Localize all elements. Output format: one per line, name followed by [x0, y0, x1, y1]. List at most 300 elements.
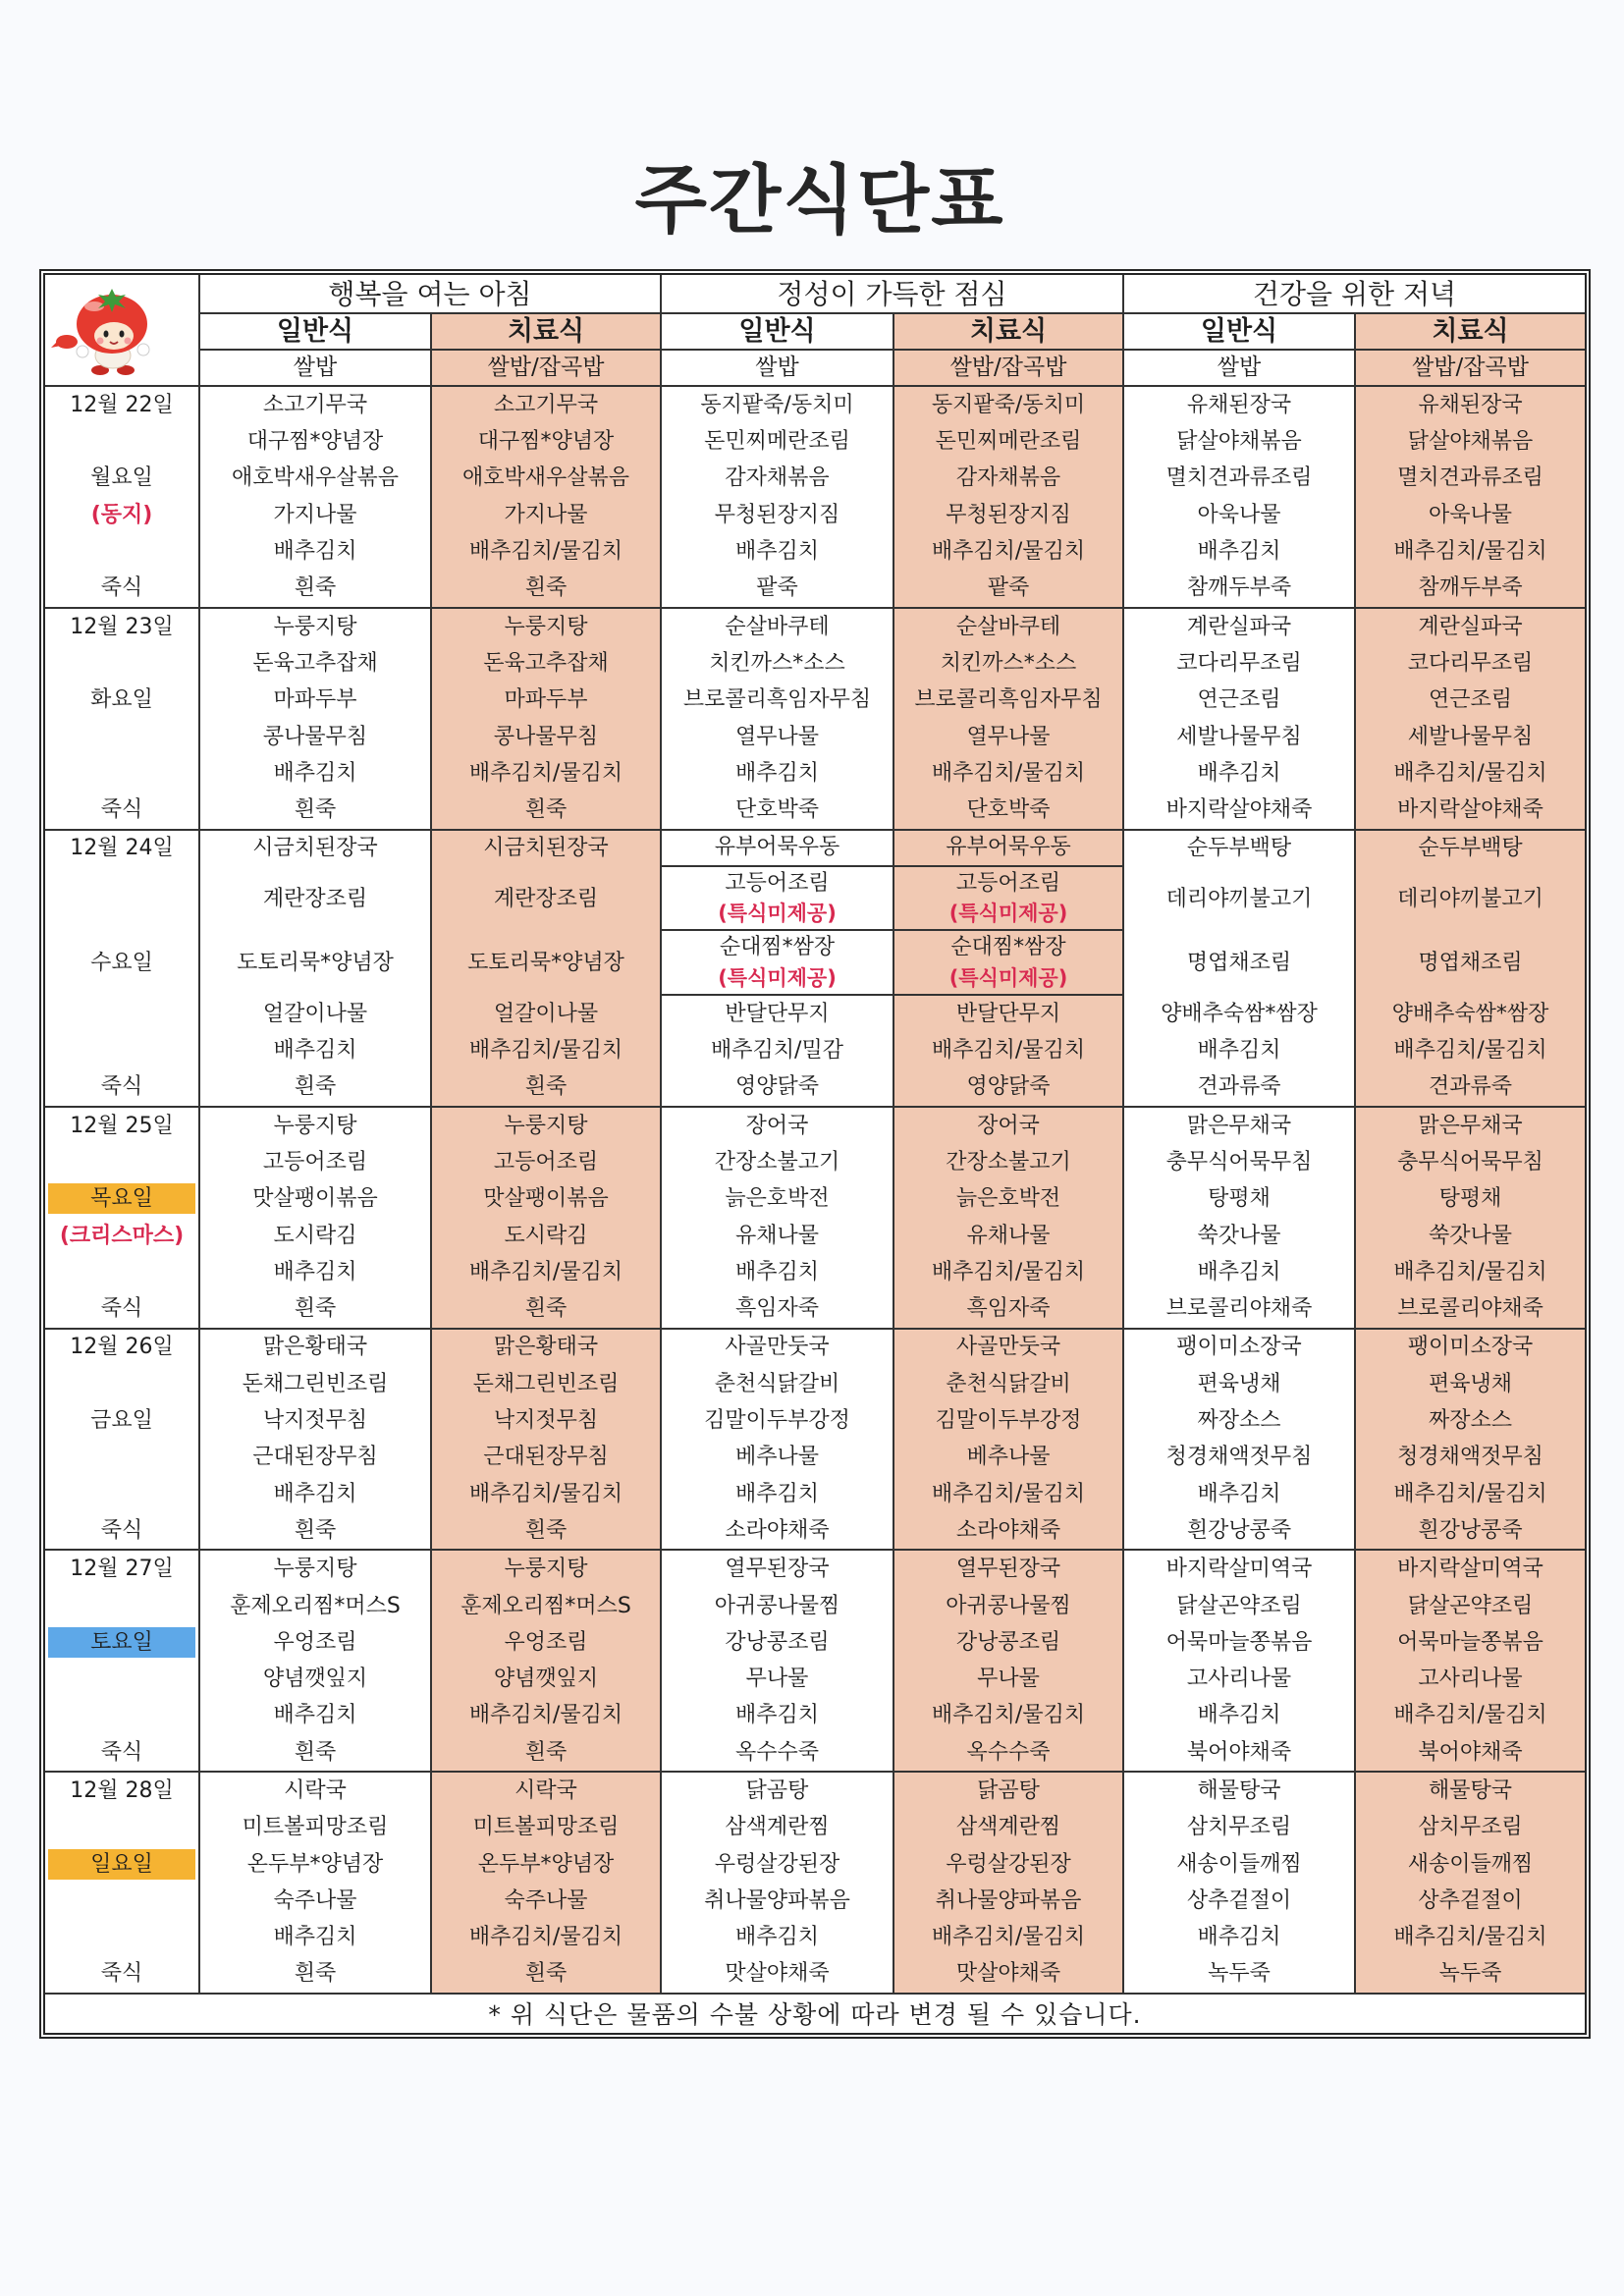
menu-item: 배추김치: [1197, 1038, 1281, 1064]
menu-item: 충무식어묵무침: [1397, 1149, 1543, 1175]
menu-item: 반달단무지: [955, 1001, 1061, 1026]
general-menu-cell: [1124, 1698, 1356, 1734]
therapy-menu-cell: [432, 1512, 662, 1549]
menu-item: 배추김치: [1197, 1259, 1281, 1285]
day-info-cell: [45, 719, 200, 755]
general-menu-cell: [662, 1068, 894, 1105]
therapy-menu-cell: [1356, 1734, 1585, 1771]
date-label: 12월 22일: [70, 392, 174, 417]
day-block: [45, 609, 1585, 831]
menu-item: 늙은호박전: [725, 1186, 830, 1212]
menu-item: 무청된장지짐: [946, 502, 1071, 527]
menu-item: 멸치견과류조림: [1397, 465, 1543, 491]
menu-item: 치킨까스*소스: [940, 650, 1077, 676]
weekly-menu-table: [39, 269, 1591, 2039]
therapy-menu-cell: [432, 609, 662, 645]
therapy-menu-cell: [894, 1218, 1124, 1254]
therapy-menu-cell: [1356, 1512, 1585, 1549]
menu-item: 배추김치: [1197, 539, 1281, 565]
day-info-cell: [45, 609, 200, 645]
therapy-menu-cell: [432, 1402, 662, 1439]
menu-item: 바지락살야채죽: [1397, 797, 1543, 823]
menu-item: 코다리무조림: [1176, 650, 1302, 676]
menu-item: 사골만둣국: [725, 1335, 830, 1360]
therapy-menu-cell: [894, 533, 1124, 570]
day-info-cell: [45, 792, 200, 828]
menu-item: 쑥갓나물: [1197, 1223, 1281, 1248]
general-menu-cell: [662, 1588, 894, 1624]
menu-item: 가지나물: [504, 502, 588, 527]
day-info-cell: [45, 423, 200, 460]
menu-item: 배추김치/물김치: [931, 1038, 1086, 1064]
therapy-menu-cell: [432, 996, 662, 1032]
general-menu-cell: [1124, 996, 1356, 1032]
day-block: [45, 1108, 1585, 1330]
menu-item: 근대된장무침: [252, 1445, 378, 1470]
menu-item: 배추김치/물김치: [468, 1925, 623, 1950]
general-menu-cell: [200, 461, 432, 497]
menu-item: 배추김치: [273, 1703, 357, 1728]
general-menu-cell: [1124, 1809, 1356, 1845]
general-menu-cell: [1124, 1330, 1356, 1366]
day-block: [45, 1551, 1585, 1773]
therapy-menu-cell: [894, 461, 1124, 497]
therapy-menu-cell: [1356, 931, 1585, 996]
therapy-menu-cell: [894, 423, 1124, 460]
day-info-cell: [45, 1290, 200, 1327]
general-menu-cell: [662, 1366, 894, 1402]
general-menu-cell: [662, 1402, 894, 1439]
general-menu-cell: [662, 755, 894, 792]
therapy-menu-cell: [894, 996, 1124, 1032]
therapy-menu-cell: [894, 1883, 1124, 1919]
menu-item: 상추겉절이: [1186, 1887, 1292, 1913]
menu-item: 참깨두부죽: [1186, 575, 1292, 601]
general-menu-cell: [1124, 1883, 1356, 1919]
general-menu-cell: [662, 1846, 894, 1883]
general-menu-cell: [662, 931, 894, 996]
therapy-menu-cell: [894, 1476, 1124, 1512]
menu-item: 장어국: [745, 1113, 809, 1138]
therapy-menu-cell: [1356, 1773, 1585, 1809]
menu-item: 고등어조림: [725, 870, 830, 896]
general-menu-cell: [662, 1032, 894, 1068]
therapy-menu-cell: [1356, 1068, 1585, 1105]
menu-item: 얼갈이나물: [493, 1001, 599, 1026]
general-menu-cell: [200, 682, 432, 718]
therapy-menu-cell: [432, 755, 662, 792]
menu-item: 계란실파국: [1418, 614, 1523, 639]
menu-item: 마파두부: [273, 687, 357, 713]
menu-item: 춘천식닭갈비: [946, 1371, 1071, 1396]
day-info-cell: [45, 1956, 200, 1993]
therapy-menu-cell: [894, 1439, 1124, 1475]
day-info-cell: [45, 645, 200, 682]
menu-item: 김말이두부강정: [704, 1408, 850, 1434]
therapy-menu-cell: [432, 1551, 662, 1587]
menu-item: 세발나물무침: [1176, 724, 1302, 749]
menu-item: 배추김치: [273, 1481, 357, 1506]
general-menu-cell: [662, 1661, 894, 1697]
therapy-menu-cell: [432, 423, 662, 460]
menu-item: 우엉조림: [504, 1629, 588, 1655]
menu-item: 배추김치/물김치: [468, 1038, 623, 1064]
menu-item: 짜장소스: [1197, 1408, 1281, 1434]
general-menu-cell: [200, 570, 432, 606]
general-menu-cell: [662, 423, 894, 460]
menu-item: 취나물양파볶음: [704, 1887, 850, 1913]
therapy-menu-cell: [894, 1068, 1124, 1105]
menu-item: 동지팥죽/동치미: [700, 392, 854, 417]
therapy-menu-cell: [432, 387, 662, 423]
menu-item: 유채된장국: [1418, 392, 1523, 417]
therapy-menu-cell: [1356, 1476, 1585, 1512]
day-info-cell: [45, 533, 200, 570]
holiday-note: (크리스마스): [59, 1223, 185, 1248]
general-menu-cell: [200, 1698, 432, 1734]
therapy-menu-cell: [1356, 1366, 1585, 1402]
menu-item: 브로콜리흑임자무침: [682, 687, 872, 713]
menu-item: 바지락살야채죽: [1165, 797, 1313, 823]
tomato-mascot-icon: [49, 283, 167, 377]
day-info-cell: [45, 1032, 200, 1068]
holiday-note: (동지): [90, 502, 153, 527]
general-menu-cell: [662, 497, 894, 533]
therapy-menu-cell: [1356, 645, 1585, 682]
menu-item: 흰강낭콩죽: [1418, 1517, 1523, 1543]
general-menu-cell: [200, 1439, 432, 1475]
therapy-menu-cell: [894, 1402, 1124, 1439]
general-menu-cell: [1124, 1476, 1356, 1512]
menu-item: 훈제오리찜*머스S: [230, 1593, 401, 1618]
menu-item: 녹두죽: [1208, 1961, 1271, 1987]
menu-item: 닭살곤약조림: [1176, 1593, 1302, 1618]
menu-item: 배추김치: [273, 1925, 357, 1950]
menu-item: 흰죽: [524, 797, 568, 823]
menu-item: 새송이들깨찜: [1407, 1851, 1534, 1877]
menu-item: 고등어조림: [262, 1149, 368, 1175]
menu-item: 흰죽: [294, 1074, 337, 1100]
special-meal-note: (특식미제공): [718, 965, 837, 990]
menu-item: 브로콜리흑임자무침: [914, 687, 1103, 713]
menu-item: 연근조림: [1428, 687, 1512, 713]
therapy-menu-cell: [432, 719, 662, 755]
day-info-cell: [45, 1919, 200, 1955]
therapy-menu-cell: [1356, 497, 1585, 533]
day-block: [45, 387, 1585, 609]
general-menu-cell: [662, 609, 894, 645]
general-menu-cell: [1124, 423, 1356, 460]
menu-item: 무청된장지짐: [714, 502, 840, 527]
menu-item: 청경채액젓무침: [1165, 1445, 1313, 1470]
menu-item: 감자채볶음: [725, 465, 830, 491]
general-menu-cell: [1124, 682, 1356, 718]
daily-menu-rows: [45, 387, 1585, 1995]
menu-item: 배추김치: [1197, 1703, 1281, 1728]
weekday-highlight: [48, 1627, 195, 1658]
menu-item: 배추김치/물김치: [1393, 1481, 1547, 1506]
general-menu-cell: [1124, 1290, 1356, 1327]
general-menu-cell: [1124, 1068, 1356, 1105]
menu-item: 배추김치/물김치: [468, 1703, 623, 1728]
therapy-menu-cell: [1356, 1330, 1585, 1366]
menu-item: 순살바쿠테: [955, 614, 1061, 639]
general-menu-cell: [1124, 1956, 1356, 1993]
day-info-cell: [45, 1512, 200, 1549]
menu-item: 누룽지탕: [273, 614, 357, 639]
weekday-label: 화요일: [90, 687, 153, 713]
menu-item: 맛살팽이볶음: [252, 1186, 378, 1212]
day-info-cell: [45, 1366, 200, 1402]
therapy-menu-cell: [894, 1144, 1124, 1180]
menu-item: 바지락살미역국: [1165, 1557, 1313, 1582]
menu-item: 온두부*양념장: [477, 1851, 615, 1877]
lunch-title: 정성이 가득한 점심: [662, 275, 1124, 314]
day-info-cell: [45, 1108, 200, 1144]
menu-item: 닭살야채볶음: [1407, 429, 1534, 455]
general-menu-cell: [662, 1773, 894, 1809]
menu-item: 계란장조림: [493, 886, 599, 911]
day-info-cell: [45, 1439, 200, 1475]
menu-item: 팥죽: [987, 575, 1030, 601]
menu-item: 돈민찌메란조림: [704, 429, 850, 455]
menu-item: 북어야채죽: [1186, 1739, 1292, 1765]
menu-item: 배추김치/물김치: [468, 1481, 623, 1506]
therapy-menu-cell: [432, 831, 662, 867]
date-label: 12월 26일: [70, 1335, 174, 1360]
therapy-menu-cell: [1356, 1956, 1585, 1993]
menu-item: 열무된장국: [955, 1557, 1061, 1582]
dinner-title: 건강을 위한 저녁: [1124, 275, 1585, 314]
general-menu-cell: [662, 1330, 894, 1366]
therapy-menu-cell: [894, 1773, 1124, 1809]
menu-item: 누룽지탕: [504, 1557, 588, 1582]
menu-item: 닭곰탕: [977, 1777, 1040, 1803]
porridge-label: 죽식: [100, 1296, 143, 1322]
general-menu-cell: [662, 1218, 894, 1254]
menu-item: 순두부백탕: [1418, 836, 1523, 861]
menu-item: 쑥갓나물: [1428, 1223, 1512, 1248]
menu-item: 흰죽: [294, 1961, 337, 1987]
menu-item: 멸치견과류조림: [1165, 465, 1313, 491]
menu-item: 세발나물무침: [1407, 724, 1534, 749]
menu-item: 늙은호박전: [955, 1186, 1061, 1212]
therapy-menu-cell: [1356, 682, 1585, 718]
therapy-menu-cell: [1356, 533, 1585, 570]
therapy-menu-cell: [894, 1512, 1124, 1549]
menu-item: 소고기무국: [262, 392, 368, 417]
breakfast-therapy-label: 치료식: [432, 314, 662, 351]
day-info-cell: [45, 867, 200, 932]
therapy-menu-cell: [1356, 996, 1585, 1032]
dinner-therapy-label: 치료식: [1356, 314, 1585, 351]
therapy-menu-cell: [1356, 609, 1585, 645]
menu-item: 배추김치: [734, 1925, 819, 1950]
menu-item: 반달단무지: [725, 1001, 830, 1026]
general-menu-cell: [662, 1180, 894, 1217]
menu-item: 흑임자죽: [734, 1296, 819, 1322]
menu-item: 배추김치: [273, 1038, 357, 1064]
menu-item: 견과류죽: [1428, 1074, 1512, 1100]
menu-item: 아욱나물: [1428, 502, 1512, 527]
general-menu-cell: [662, 570, 894, 606]
menu-item: 애호박새우살볶음: [461, 465, 630, 491]
logo-cell: [45, 275, 200, 387]
day-info-cell: [45, 497, 200, 533]
general-menu-cell: [200, 387, 432, 423]
therapy-menu-cell: [1356, 1883, 1585, 1919]
menu-item: 양념깻잎지: [493, 1667, 599, 1692]
day-block: [45, 831, 1585, 1108]
therapy-menu-cell: [1356, 1254, 1585, 1290]
menu-item: 견과류죽: [1197, 1074, 1281, 1100]
general-menu-cell: [200, 1588, 432, 1624]
menu-item: 마파두부: [504, 687, 588, 713]
general-menu-cell: [1124, 1439, 1356, 1475]
breakfast-title: 행복을 여는 아침: [200, 275, 662, 314]
menu-item: 흰죽: [524, 1739, 568, 1765]
therapy-menu-cell: [432, 497, 662, 533]
general-menu-cell: [662, 792, 894, 828]
menu-item: 간장소불고기: [946, 1149, 1071, 1175]
menu-item: 탕평채: [1438, 1186, 1502, 1212]
therapy-menu-cell: [432, 1330, 662, 1366]
menu-item: 배추김치/물김치: [931, 1703, 1086, 1728]
general-menu-cell: [1124, 533, 1356, 570]
general-menu-cell: [662, 719, 894, 755]
general-menu-cell: [1124, 755, 1356, 792]
therapy-menu-cell: [432, 1476, 662, 1512]
general-menu-cell: [1124, 387, 1356, 423]
general-menu-cell: [662, 1956, 894, 1993]
general-menu-cell: [200, 1290, 432, 1327]
therapy-menu-cell: [1356, 1290, 1585, 1327]
therapy-menu-cell: [1356, 1218, 1585, 1254]
therapy-menu-cell: [894, 1290, 1124, 1327]
day-info-cell: [45, 570, 200, 606]
therapy-menu-cell: [894, 645, 1124, 682]
general-menu-cell: [662, 1512, 894, 1549]
day-info-cell: [45, 1624, 200, 1661]
therapy-menu-cell: [1356, 1588, 1585, 1624]
therapy-menu-cell: [1356, 1661, 1585, 1697]
menu-item: 숙주나물: [504, 1887, 588, 1913]
dinner-general-label: 일반식: [1124, 314, 1356, 351]
therapy-menu-cell: [432, 1588, 662, 1624]
general-menu-cell: [662, 645, 894, 682]
general-menu-cell: [662, 1551, 894, 1587]
menu-item: 아귀콩나물찜: [714, 1593, 840, 1618]
general-menu-cell: [1124, 1032, 1356, 1068]
breakfast-general-label: 일반식: [200, 314, 432, 351]
therapy-menu-cell: [1356, 1809, 1585, 1845]
menu-item: 바지락살미역국: [1397, 1557, 1543, 1582]
therapy-menu-cell: [894, 1956, 1124, 1993]
general-menu-cell: [1124, 867, 1356, 932]
menu-item: 도시락김: [273, 1223, 357, 1248]
menu-item: 해물탕국: [1197, 1777, 1281, 1803]
general-menu-cell: [200, 1254, 432, 1290]
day-info-cell: [45, 461, 200, 497]
menu-item: 유부어묵우동: [714, 835, 840, 860]
therapy-menu-cell: [432, 645, 662, 682]
menu-item: 삼색계란찜: [955, 1815, 1061, 1840]
therapy-menu-cell: [432, 533, 662, 570]
menu-item: 배추김치: [1197, 1481, 1281, 1506]
date-label: 12월 23일: [70, 614, 174, 639]
therapy-menu-cell: [432, 1734, 662, 1771]
general-menu-cell: [200, 1180, 432, 1217]
menu-item: 낙지젓무침: [262, 1408, 368, 1434]
general-menu-cell: [662, 1698, 894, 1734]
general-menu-cell: [1124, 1512, 1356, 1549]
menu-item: 흰강낭콩죽: [1186, 1517, 1292, 1543]
menu-item: 흰죽: [524, 575, 568, 601]
menu-item: 흰죽: [294, 1739, 337, 1765]
weekday-highlight: [48, 1849, 195, 1880]
menu-item: 상추겉절이: [1418, 1887, 1523, 1913]
day-info-cell: [45, 1588, 200, 1624]
menu-item: 시락국: [514, 1777, 577, 1803]
therapy-menu-cell: [1356, 1439, 1585, 1475]
special-meal-note: (특식미제공): [718, 902, 837, 926]
menu-item: 도토리묵*양념장: [467, 951, 624, 976]
menu-item: 삼치무조림: [1186, 1815, 1292, 1840]
general-menu-cell: [1124, 1218, 1356, 1254]
therapy-menu-cell: [1356, 867, 1585, 932]
menu-item: 데리야끼불고기: [1397, 886, 1543, 911]
therapy-menu-cell: [432, 1698, 662, 1734]
general-menu-cell: [200, 1144, 432, 1180]
menu-item: 온두부*양념장: [246, 1851, 384, 1877]
therapy-menu-cell: [432, 682, 662, 718]
menu-item: 사골만둣국: [955, 1335, 1061, 1360]
footer-note: * 위 식단은 물품의 수불 상황에 따라 변경 될 수 있습니다.: [488, 2000, 1142, 2030]
special-meal-note: (특식미제공): [948, 965, 1068, 990]
menu-item: 어묵마늘쫑볶음: [1397, 1629, 1543, 1655]
general-menu-cell: [1124, 1624, 1356, 1661]
menu-item: 치킨까스*소스: [709, 650, 845, 676]
general-menu-cell: [662, 1883, 894, 1919]
date-label: 12월 25일: [70, 1113, 174, 1138]
menu-item: 누룽지탕: [504, 614, 588, 639]
day-info-cell: [45, 1180, 200, 1217]
menu-item: 누룽지탕: [504, 1113, 588, 1138]
therapy-menu-cell: [432, 1809, 662, 1845]
menu-item: 아욱나물: [1197, 502, 1281, 527]
menu-item: 강낭콩조림: [955, 1629, 1061, 1655]
general-menu-cell: [1124, 1366, 1356, 1402]
menu-item: 소라야채죽: [955, 1517, 1061, 1543]
menu-item: 흰죽: [294, 1517, 337, 1543]
therapy-menu-cell: [1356, 423, 1585, 460]
menu-item: 돈채그린빈조림: [472, 1371, 620, 1396]
menu-item: 배추김치: [1197, 760, 1281, 786]
menu-item: 감자채볶음: [955, 465, 1061, 491]
general-menu-cell: [200, 1624, 432, 1661]
day-info-cell: [45, 1734, 200, 1771]
menu-item: 맛살야채죽: [955, 1961, 1061, 1987]
general-menu-cell: [200, 1734, 432, 1771]
menu-item: 북어야채죽: [1418, 1739, 1523, 1765]
menu-item: 데리야끼불고기: [1165, 886, 1313, 911]
general-menu-cell: [1124, 570, 1356, 606]
menu-item: 해물탕국: [1428, 1777, 1512, 1803]
therapy-menu-cell: [894, 867, 1124, 932]
menu-item: 흰죽: [524, 1961, 568, 1987]
therapy-menu-cell: [1356, 1624, 1585, 1661]
lunch-general-label: 일반식: [662, 314, 894, 351]
